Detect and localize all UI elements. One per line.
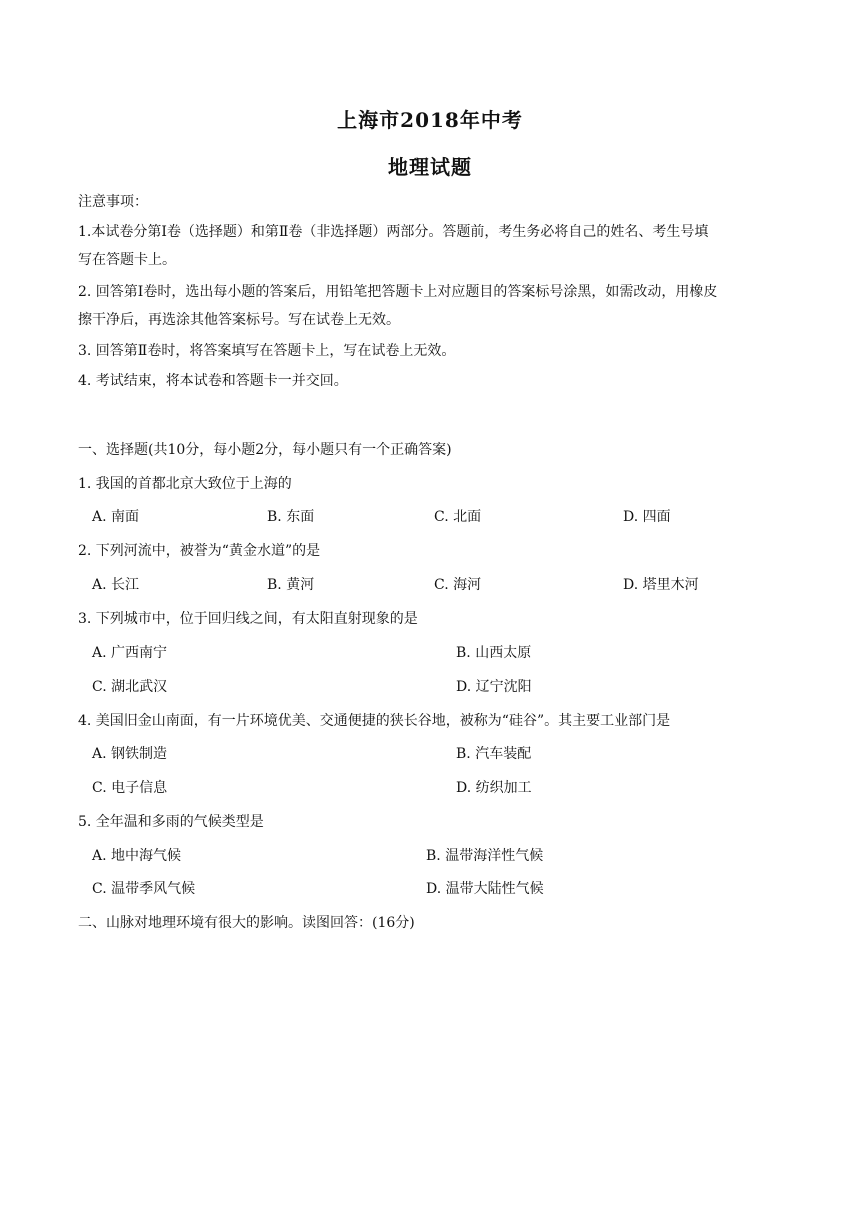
exam-title: 上海市2018年中考	[337, 108, 523, 132]
question-5-option-d: D. 温带大陆性气候	[426, 881, 544, 897]
question-4-option-b: B. 汽车装配	[456, 746, 532, 762]
question-3-stem: 3. 下列城市中，位于回归线之间，有太阳直射现象的是	[78, 611, 418, 627]
question-3-option-b: B. 山西太原	[456, 645, 532, 661]
question-5-option-b: B. 温带海洋性气候	[426, 848, 544, 864]
question-1-option-d: D. 四面	[623, 509, 671, 525]
notice-item-2-line-2: 擦干净后，再选涂其他答案标号。写在试卷上无效。	[78, 312, 400, 328]
question-2-option-d: D. 塔里木河	[623, 577, 699, 593]
question-2-option-a: A. 长江	[92, 577, 140, 593]
exam-subtitle: 地理试题	[388, 155, 472, 179]
question-1-option-a: A. 南面	[92, 509, 140, 525]
question-3-option-c: C. 湖北武汉	[92, 679, 168, 695]
notice-heading: 注意事项：	[78, 194, 148, 210]
question-4-option-c: C. 电子信息	[92, 780, 168, 796]
notice-item-2-line-1: 2. 回答第Ⅰ卷时，选出每小题的答案后，用铅笔把答题卡上对应题目的答案标号涂黑，如需改动，用橡皮	[78, 284, 718, 300]
question-2-stem: 2. 下列河流中，被誉为“黄金水道”的是	[78, 543, 321, 559]
notice-item-4: 4. 考试结束，将本试卷和答题卡一并交回。	[78, 373, 348, 389]
question-5-option-c: C. 温带季风气候	[92, 881, 196, 897]
question-1-option-b: B. 东面	[267, 509, 315, 525]
section-1-heading: 一、选择题(共10分，每小题2分，每小题只有一个正确答案)	[78, 442, 452, 458]
question-4-option-d: D. 纺织加工	[456, 780, 532, 796]
notice-item-3: 3. 回答第Ⅱ卷时，将答案填写在答题卡上，写在试卷上无效。	[78, 343, 456, 359]
question-5-option-a: A. 地中海气候	[92, 848, 182, 864]
question-3-option-d: D. 辽宁沈阳	[456, 679, 532, 695]
question-3-option-a: A. 广西南宁	[92, 645, 168, 661]
question-2-option-b: B. 黄河	[267, 577, 315, 593]
question-5-stem: 5. 全年温和多雨的气候类型是	[78, 814, 264, 830]
notice-item-1-line-2: 写在答题卡上。	[78, 252, 176, 268]
question-2-option-c: C. 海河	[434, 577, 482, 593]
question-1-option-c: C. 北面	[434, 509, 482, 525]
section-2-heading: 二、山脉对地理环境有很大的影响。读图回答：(16分)	[78, 915, 415, 931]
question-4-stem: 4. 美国旧金山南面，有一片环境优美、交通便捷的狭长谷地，被称为“硅谷”。其主要工业部门是	[78, 713, 671, 729]
notice-item-1-line-1: 1.本试卷分第Ⅰ卷（选择题）和第Ⅱ卷（非选择题）两部分。答题前，考生务必将自己的姓名、考生号填	[78, 224, 709, 240]
question-4-option-a: A. 钢铁制造	[92, 746, 168, 762]
question-1-stem: 1. 我国的首都北京大致位于上海的	[78, 476, 292, 492]
